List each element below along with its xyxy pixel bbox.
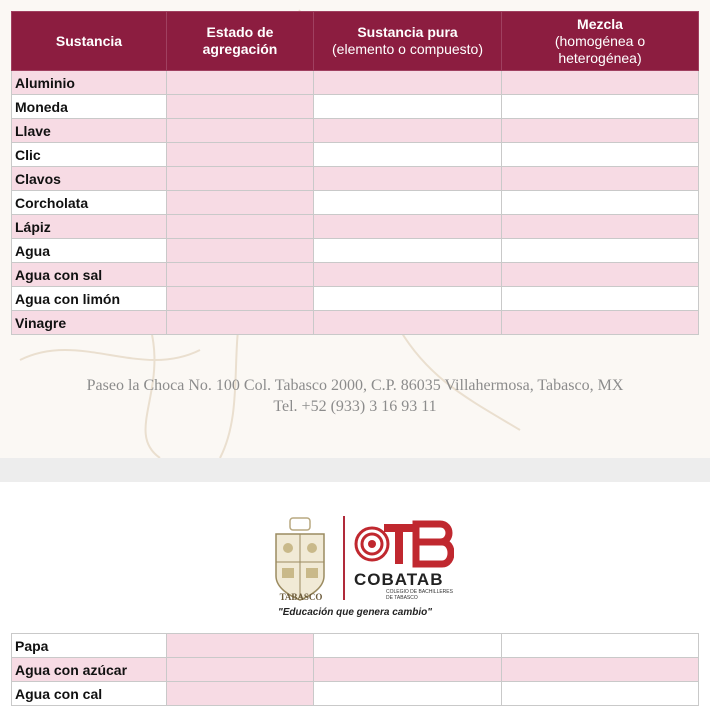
- cobatab-logo-icon: [354, 520, 454, 568]
- footer-address: Paseo la Choca No. 100 Col. Tabasco 2000, C.P. 86035 Villahermosa, Tabasco, MX: [86, 377, 624, 394]
- table-row: [12, 682, 699, 706]
- page-separator: [0, 458, 710, 482]
- row-label: Papa: [12, 634, 167, 658]
- pure-cell[interactable]: [314, 239, 502, 263]
- state-cell[interactable]: [167, 143, 314, 167]
- pure-cell[interactable]: [314, 682, 502, 706]
- row-label: Agua con cal: [12, 682, 167, 706]
- row-label: Moneda: [12, 95, 167, 119]
- table-header-row: [12, 12, 699, 71]
- pure-cell[interactable]: [314, 287, 502, 311]
- mixture-cell[interactable]: [502, 167, 699, 191]
- row-label: Llave: [12, 119, 167, 143]
- state-cell[interactable]: [167, 682, 314, 706]
- slogan: "Educación que genera cambio": [278, 607, 432, 618]
- state-cell[interactable]: [167, 215, 314, 239]
- state-cell[interactable]: [167, 71, 314, 95]
- header-mixture: Mezcla (homogénea o heterogénea): [502, 12, 699, 71]
- state-cell[interactable]: [167, 263, 314, 287]
- cobatab-sub2: DE TABASCO: [386, 595, 418, 601]
- table-row: [12, 263, 699, 287]
- state-cell[interactable]: [167, 658, 314, 682]
- state-cell[interactable]: [167, 191, 314, 215]
- state-cell[interactable]: [167, 95, 314, 119]
- table-row: [12, 239, 699, 263]
- row-label: Agua con sal: [12, 263, 167, 287]
- state-cell[interactable]: [167, 119, 314, 143]
- substance-table-continued: [11, 633, 699, 706]
- pure-cell[interactable]: [314, 71, 502, 95]
- header-substance: Sustancia: [12, 12, 167, 71]
- mixture-cell[interactable]: [502, 263, 699, 287]
- table-row: [12, 215, 699, 239]
- table-row: [12, 287, 699, 311]
- pure-cell[interactable]: [314, 167, 502, 191]
- row-label: Agua con limón: [12, 287, 167, 311]
- row-label: Agua: [12, 239, 167, 263]
- mixture-cell[interactable]: [502, 658, 699, 682]
- state-cell[interactable]: [167, 634, 314, 658]
- row-label: Aluminio: [12, 71, 167, 95]
- table-row: [12, 191, 699, 215]
- row-label: Corcholata: [12, 191, 167, 215]
- cobatab-sub1: COLEGIO DE BACHILLERES: [386, 589, 453, 595]
- mixture-cell[interactable]: [502, 95, 699, 119]
- table-row: [12, 167, 699, 191]
- mixture-cell[interactable]: [502, 215, 699, 239]
- pure-cell[interactable]: [314, 634, 502, 658]
- table-row: [12, 143, 699, 167]
- pure-cell[interactable]: [314, 191, 502, 215]
- pure-cell[interactable]: [314, 215, 502, 239]
- tabasco-label: TABASCO: [279, 592, 323, 602]
- mixture-cell[interactable]: [502, 239, 699, 263]
- mixture-cell[interactable]: [502, 634, 699, 658]
- row-label: Clavos: [12, 167, 167, 191]
- state-cell[interactable]: [167, 167, 314, 191]
- substance-table: [11, 11, 699, 335]
- logo-divider: [343, 516, 345, 600]
- mixture-cell[interactable]: [502, 71, 699, 95]
- row-label: Agua con azúcar: [12, 658, 167, 682]
- row-label: Clic: [12, 143, 167, 167]
- table-row: [12, 634, 699, 658]
- mixture-cell[interactable]: [502, 287, 699, 311]
- footer-phone: Tel. +52 (933) 3 16 93 11: [273, 398, 437, 415]
- row-label: Lápiz: [12, 215, 167, 239]
- state-cell[interactable]: [167, 287, 314, 311]
- mixture-cell[interactable]: [502, 143, 699, 167]
- state-cell[interactable]: [167, 311, 314, 335]
- mixture-cell[interactable]: [502, 191, 699, 215]
- pure-cell[interactable]: [314, 311, 502, 335]
- pure-cell[interactable]: [314, 143, 502, 167]
- header-state: Estado de agregación: [167, 12, 314, 71]
- table-row: [12, 311, 699, 335]
- header-pure-substance: Sustancia pura (elemento o compuesto): [314, 12, 502, 71]
- pure-cell[interactable]: [314, 119, 502, 143]
- table-row: [12, 119, 699, 143]
- cobatab-name: COBATAB: [354, 570, 444, 589]
- state-cell[interactable]: [167, 239, 314, 263]
- mixture-cell[interactable]: [502, 119, 699, 143]
- table-row: [12, 71, 699, 95]
- pure-cell[interactable]: [314, 95, 502, 119]
- row-label: Vinagre: [12, 311, 167, 335]
- mixture-cell[interactable]: [502, 682, 699, 706]
- table-row: [12, 658, 699, 682]
- pure-cell[interactable]: [314, 658, 502, 682]
- mixture-cell[interactable]: [502, 311, 699, 335]
- pure-cell[interactable]: [314, 263, 502, 287]
- table-row: [12, 95, 699, 119]
